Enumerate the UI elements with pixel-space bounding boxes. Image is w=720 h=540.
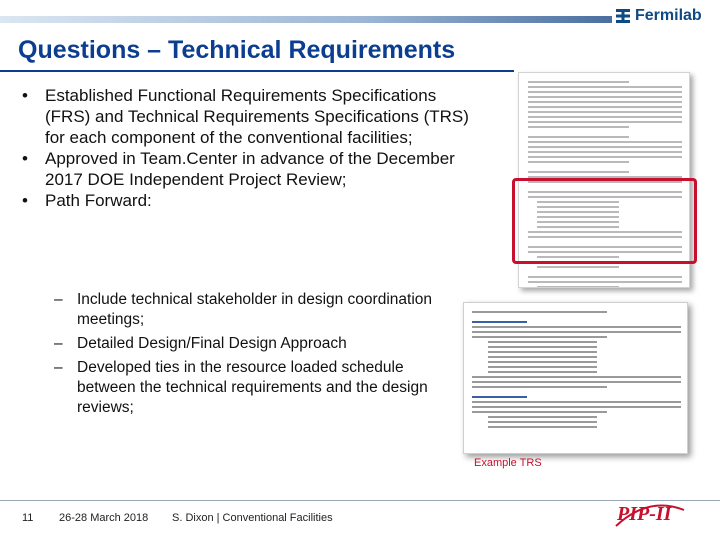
example-caption: Example TRS <box>474 457 542 469</box>
bullet-list <box>22 85 482 211</box>
fermilab-logo-icon <box>615 8 631 24</box>
bullet-text: Approved in Team.Center in advance of the December 2017 DOE Independent Project Review; <box>45 149 455 189</box>
fermilab-logo-text: Fermilab <box>635 7 702 24</box>
bullet-marker: • <box>22 149 28 168</box>
bullet-marker: • <box>22 191 28 210</box>
list-item <box>54 358 464 418</box>
list-item <box>22 85 482 148</box>
sub-bullet-text: Include technical stakeholder in design coordination meetings; <box>77 291 433 328</box>
dash-marker: – <box>54 291 63 308</box>
sub-bullet-text: Detailed Design/Final Design Approach <box>77 335 347 352</box>
list-item <box>22 148 482 190</box>
page-number: 11 <box>22 512 34 524</box>
highlight-box <box>512 178 697 264</box>
sub-bullet-text: Developed ties in the resource loaded schedule between the technical requirements and the design reviews; <box>77 359 428 416</box>
dash-marker: – <box>54 335 63 352</box>
document-excerpt <box>463 302 688 454</box>
title-underline <box>0 70 514 72</box>
dash-marker: – <box>54 359 63 376</box>
pip-ii-logo: PIP-II <box>617 503 672 525</box>
list-item <box>22 190 482 211</box>
bullet-text: Established Functional Requirements Specifications (FRS) and Technical Requirements Specifications (TRS) for each component of the conventional facilities; <box>45 86 469 147</box>
bullet-marker: • <box>22 86 28 105</box>
page-title: Questions – Technical Requirements <box>18 36 456 64</box>
fermilab-logo <box>615 7 702 25</box>
header-bar <box>0 16 612 23</box>
sub-bullet-list <box>54 290 464 422</box>
footer-presenter: S. Dixon | Conventional Facilities <box>172 512 333 524</box>
bullet-text: Path Forward: <box>45 191 152 210</box>
list-item <box>54 334 464 354</box>
list-item <box>54 290 464 330</box>
footer-date: 26-28 March 2018 <box>59 512 149 524</box>
